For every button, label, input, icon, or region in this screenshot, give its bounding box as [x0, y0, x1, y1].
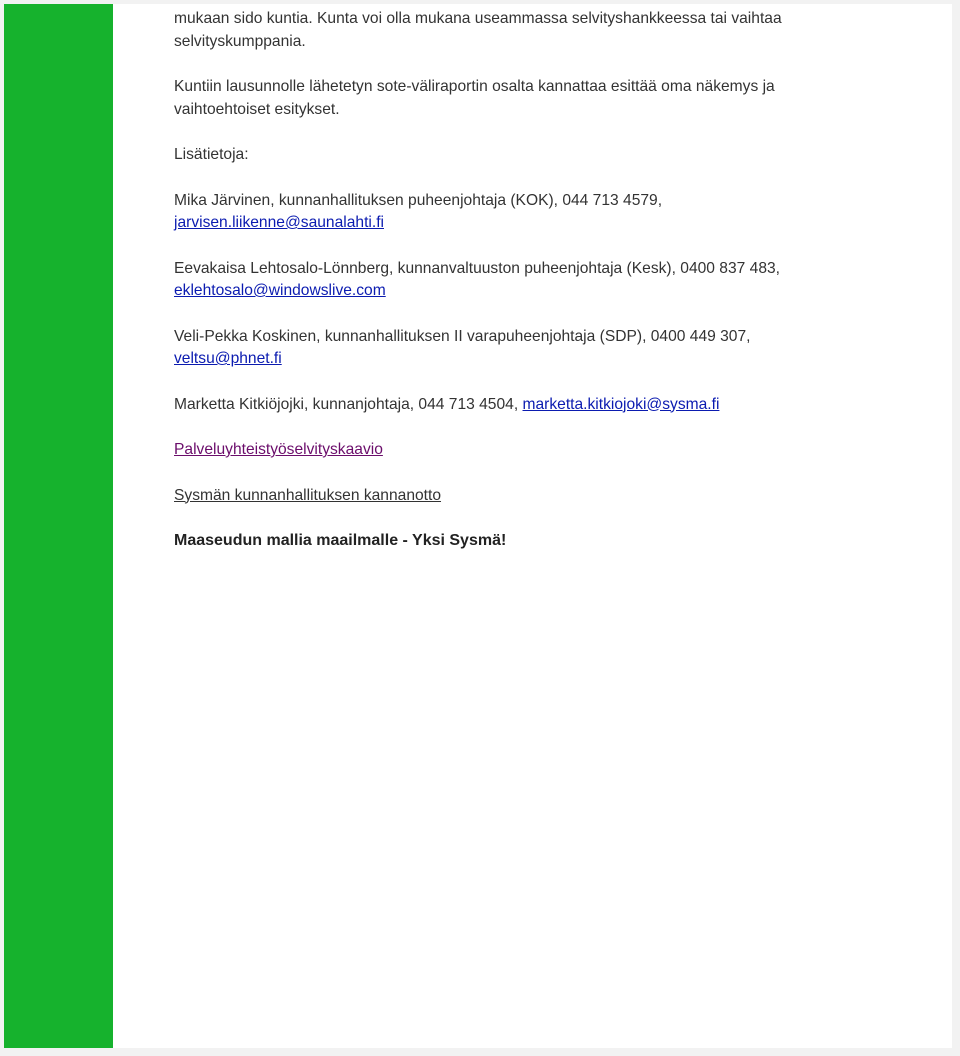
statement-link[interactable]: Sysmän kunnanhallituksen kannanotto: [174, 486, 442, 504]
contact-lehtosalo: [174, 258, 834, 303]
email-link-lehtosalo[interactable]: eklehtosalo@windowslive.com: [174, 282, 386, 299]
statement-link-paragraph: [174, 485, 834, 508]
slogan: Maaseudun mallia maailmalle - Yksi Sysmä!: [174, 532, 507, 549]
article-body: [174, 8, 834, 576]
contact-jarvinen: [174, 190, 834, 235]
green-side-bar: [4, 4, 113, 1048]
intro-paragraph-1: mukaan sido kuntia. Kunta voi olla mukana useammassa selvityshankkeessa tai vaihtaa selvityskumppania.: [174, 10, 782, 50]
email-link-koskinen[interactable]: veltsu@phnet.fi: [174, 350, 282, 367]
contact-text: Veli-Pekka Koskinen, kunnanhallituksen II varapuheenjohtaja (SDP), 0400 449 307,: [174, 327, 751, 345]
contact-koskinen: [174, 326, 834, 371]
diagram-link-paragraph: [174, 439, 834, 462]
email-link-jarvinen[interactable]: jarvisen.liikenne@saunalahti.fi: [174, 214, 384, 231]
contact-text: Marketta Kitkiöjojki, kunnanjohtaja, 044 713 4504,: [174, 395, 519, 413]
info-heading: Lisätietoja:: [174, 146, 249, 163]
diagram-link[interactable]: Palveluyhteistyöselvityskaavio: [174, 441, 383, 458]
email-link-kitkiojoki[interactable]: marketta.kitkiojoki@sysma.fi: [522, 395, 720, 413]
contact-text: Eevakaisa Lehtosalo-Lönnberg, kunnanvaltuuston puheenjohtaja (Kesk), 0400 837 483,: [174, 259, 781, 277]
contact-text: Mika Järvinen, kunnanhallituksen puheenjohtaja (KOK), 044 713 4579,: [174, 191, 663, 209]
document-page: [4, 4, 952, 1048]
intro-paragraph-2: Kuntiin lausunnolle lähetetyn sote-väliraportin osalta kannattaa esittää oma näkemys ja vaihtoehtoiset esitykset.: [174, 78, 775, 118]
contact-kitkiojoki: [174, 394, 834, 417]
